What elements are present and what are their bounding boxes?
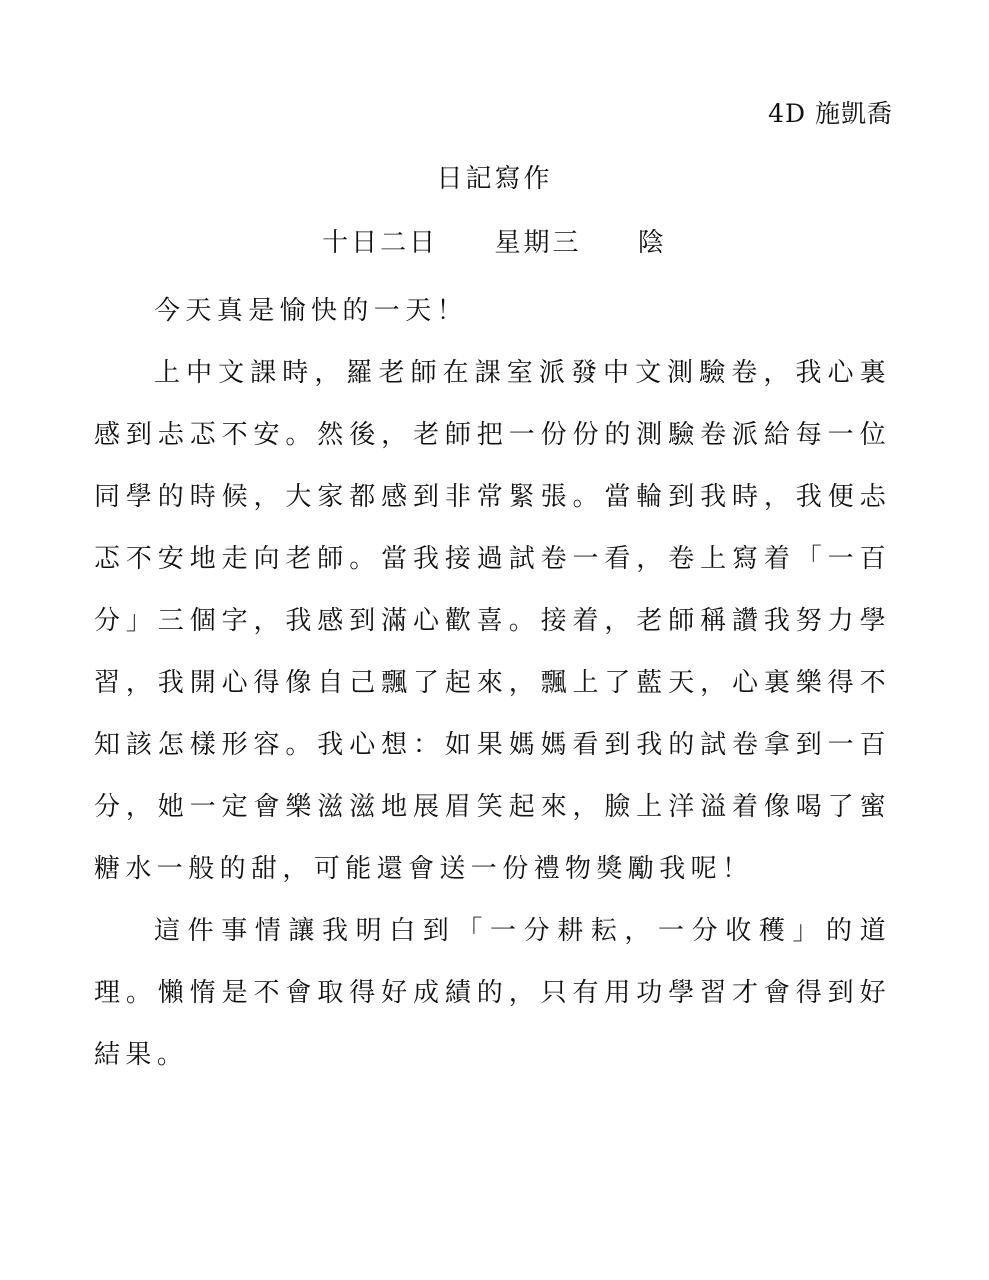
document-title: 日記寫作 (436, 164, 553, 194)
date-line (0, 222, 989, 259)
weather-text: 陰 (637, 228, 667, 258)
paragraph-1: 今天真是愉快的一天！ (154, 296, 469, 326)
diary-body (94, 280, 891, 1086)
paragraph-3: 這件事情讓我明白到「一分耕耘，一分收穫」的道理。懶惰是不會取得好成績的，只有用功學習才會得到好結果。 (94, 916, 891, 1070)
author-name: 4D 施凱喬 (768, 99, 893, 128)
weekday-text: 星期三 (494, 228, 582, 258)
paragraph-2: 上中文課時，羅老師在課室派發中文測驗卷，我心裏感到忐忑不安。然後，老師把一份份的測驗卷派給每一位同學的時候，大家都感到非常緊張。當輪到我時，我便忐忑不安地走向老師。當我接過試卷一看，卷上寫着「一百分」三個字，我感到滿心歡喜。接着，老師稱讚我努力學習，我開心得像自己飄了起來，飄上了藍天，心裏樂得不知該怎樣形容。我心想：如果媽媽看到我的試卷拿到一百分，她一定會樂滋滋地展眉笑起來，臉上洋溢着像喝了蜜糖水一般的甜，可能還會送一份禮物獎勵我呢！ (94, 358, 891, 884)
date-text: 十日二日 (322, 228, 439, 258)
